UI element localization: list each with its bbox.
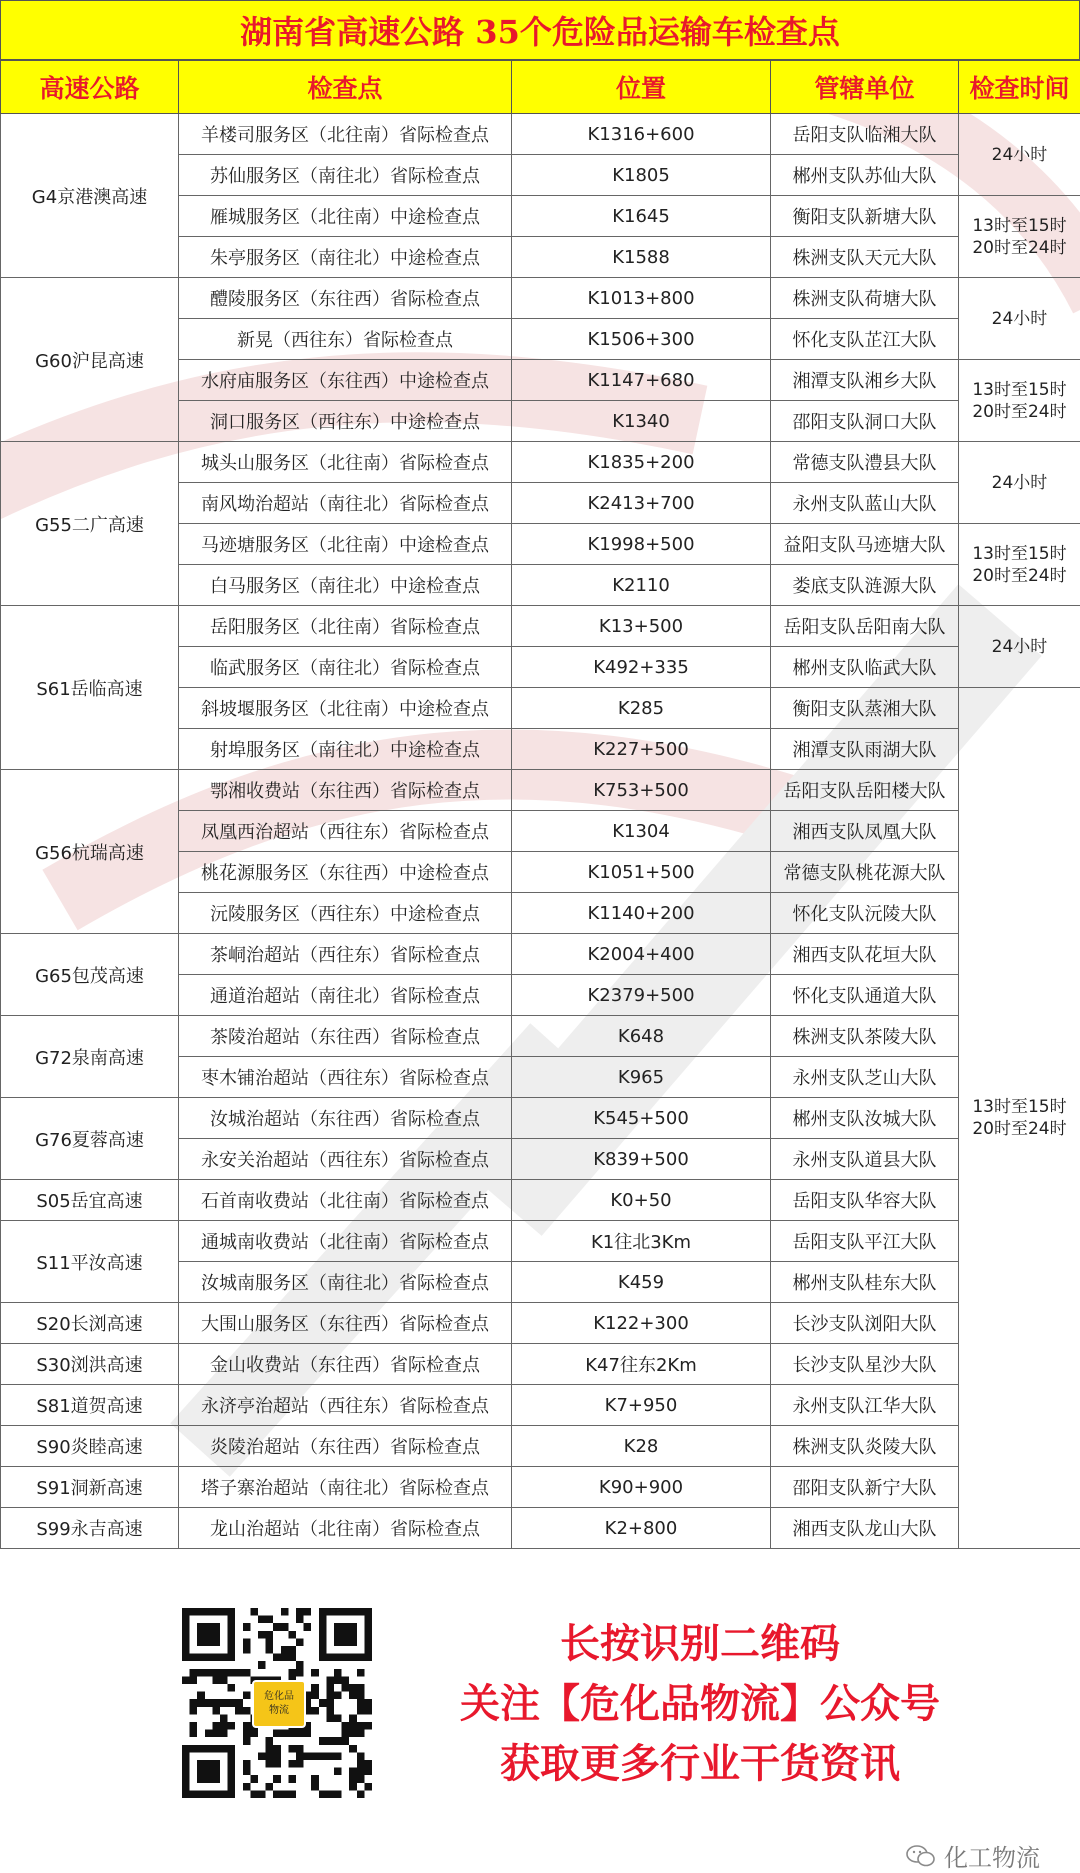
qr-badge-line1: 危化品 [264, 1691, 294, 1702]
cell-road: G60沪昆高速 [1, 278, 179, 442]
cell-checkpoint: 永安关治超站（西往东）省际检查点 [179, 1139, 512, 1180]
cell-checkpoint: 醴陵服务区（东往西）省际检查点 [179, 278, 512, 319]
cell-location: K459 [512, 1262, 771, 1303]
cell-location: K0+50 [512, 1180, 771, 1221]
cell-unit: 株洲支队天元大队 [771, 237, 959, 278]
table-row [1, 606, 1080, 647]
cell-road: G72泉南高速 [1, 1016, 179, 1098]
cell-road: S91洞新高速 [1, 1467, 179, 1508]
cell-unit: 郴州支队临武大队 [771, 647, 959, 688]
cell-location: K1835+200 [512, 442, 771, 483]
table-row [1, 1426, 1080, 1467]
table-row [1, 1098, 1080, 1139]
cell-road: S11平汝高速 [1, 1221, 179, 1303]
page-title: 湖南省高速公路 35个危险品运输车检查点 [0, 0, 1080, 60]
cell-checkpoint: 茶陵治超站（东往西）省际检查点 [179, 1016, 512, 1057]
cell-time: 13时至15时 20时至24时 [959, 688, 1080, 1549]
cell-location: K1340 [512, 401, 771, 442]
cell-location: K1316+600 [512, 114, 771, 155]
brand-name: 化工物流 [944, 1844, 1040, 1872]
cell-road: G65包茂高速 [1, 934, 179, 1016]
cell-checkpoint: 汝城治超站（东往西）省际检查点 [179, 1098, 512, 1139]
table-row [1, 442, 1080, 483]
header-road: 高速公路 [1, 61, 179, 114]
cell-unit: 怀化支队芷江大队 [771, 319, 959, 360]
cell-location: K2413+700 [512, 483, 771, 524]
cell-road: G56杭瑞高速 [1, 770, 179, 934]
cell-time: 24小时 [959, 606, 1080, 688]
cell-checkpoint: 新晃（西往东）省际检查点 [179, 319, 512, 360]
checkpoint-table [0, 60, 1080, 1549]
cell-road: S20长浏高速 [1, 1303, 179, 1344]
cell-time: 24小时 [959, 114, 1080, 196]
cell-time: 13时至15时 20时至24时 [959, 524, 1080, 606]
cell-location: K2379+500 [512, 975, 771, 1016]
cell-checkpoint: 桃花源服务区（东往西）中途检查点 [179, 852, 512, 893]
table-row [1, 1303, 1080, 1344]
cell-unit: 湘西支队花垣大队 [771, 934, 959, 975]
cell-unit: 长沙支队浏阳大队 [771, 1303, 959, 1344]
cell-unit: 岳阳支队岳阳楼大队 [771, 770, 959, 811]
cell-location: K2004+400 [512, 934, 771, 975]
cell-location: K1140+200 [512, 893, 771, 934]
cell-location: K47往东2Km [512, 1344, 771, 1385]
cell-unit: 株洲支队荷塘大队 [771, 278, 959, 319]
cell-time: 24小时 [959, 278, 1080, 360]
cell-checkpoint: 枣木铺治超站（西往东）省际检查点 [179, 1057, 512, 1098]
cell-location: K1013+800 [512, 278, 771, 319]
cell-unit: 岳阳支队平江大队 [771, 1221, 959, 1262]
table-row [1, 1221, 1080, 1262]
qr-logo-badge [252, 1680, 306, 1728]
cell-unit: 邵阳支队新宁大队 [771, 1467, 959, 1508]
cell-location: K1147+680 [512, 360, 771, 401]
cell-road: G4京港澳高速 [1, 114, 179, 278]
cell-road: S99永吉高速 [1, 1508, 179, 1549]
table-row [1, 1180, 1080, 1221]
table-row [1, 934, 1080, 975]
cell-checkpoint: 沅陵服务区（西往东）中途检查点 [179, 893, 512, 934]
cell-checkpoint: 金山收费站（东往西）省际检查点 [179, 1344, 512, 1385]
cell-unit: 娄底支队涟源大队 [771, 565, 959, 606]
cell-unit: 岳阳支队华容大队 [771, 1180, 959, 1221]
cell-unit: 永州支队道县大队 [771, 1139, 959, 1180]
cell-road: G76夏蓉高速 [1, 1098, 179, 1180]
header-time: 检查时间 [959, 61, 1080, 114]
cell-unit: 怀化支队通道大队 [771, 975, 959, 1016]
cell-road: S81道贺高速 [1, 1385, 179, 1426]
cell-checkpoint: 南风坳治超站（南往北）省际检查点 [179, 483, 512, 524]
cell-location: K2110 [512, 565, 771, 606]
cell-checkpoint: 临武服务区（南往北）省际检查点 [179, 647, 512, 688]
header-location: 位置 [512, 61, 771, 114]
cell-location: K1051+500 [512, 852, 771, 893]
table-body [1, 114, 1080, 1549]
cell-unit: 衡阳支队蒸湘大队 [771, 688, 959, 729]
cell-road: G55二广高速 [1, 442, 179, 606]
cell-road: S61岳临高速 [1, 606, 179, 770]
cell-checkpoint: 羊楼司服务区（北往南）省际检查点 [179, 114, 512, 155]
cell-location: K1588 [512, 237, 771, 278]
cell-unit: 郴州支队汝城大队 [771, 1098, 959, 1139]
cell-unit: 湘西支队凤凰大队 [771, 811, 959, 852]
cell-unit: 永州支队江华大队 [771, 1385, 959, 1426]
cell-checkpoint: 茶峒治超站（西往东）省际检查点 [179, 934, 512, 975]
cell-location: K648 [512, 1016, 771, 1057]
cell-unit: 衡阳支队新塘大队 [771, 196, 959, 237]
cell-road: S90炎睦高速 [1, 1426, 179, 1467]
cell-checkpoint: 洞口服务区（西往东）中途检查点 [179, 401, 512, 442]
cell-location: K839+500 [512, 1139, 771, 1180]
table-row [1, 278, 1080, 319]
table-row [1, 1467, 1080, 1508]
cell-unit: 郴州支队苏仙大队 [771, 155, 959, 196]
cell-location: K492+335 [512, 647, 771, 688]
promo-line-1: 长按识别二维码 [560, 1621, 840, 1667]
cell-unit: 邵阳支队洞口大队 [771, 401, 959, 442]
cell-checkpoint: 塔子寨治超站（南往北）省际检查点 [179, 1467, 512, 1508]
cell-checkpoint: 通道治超站（南往北）省际检查点 [179, 975, 512, 1016]
cell-checkpoint: 白马服务区（南往北）中途检查点 [179, 565, 512, 606]
cell-location: K7+950 [512, 1385, 771, 1426]
cell-location: K545+500 [512, 1098, 771, 1139]
cell-location: K2+800 [512, 1508, 771, 1549]
cell-checkpoint: 汝城南服务区（南往北）省际检查点 [179, 1262, 512, 1303]
cell-location: K285 [512, 688, 771, 729]
cell-checkpoint: 通城南收费站（北往南）省际检查点 [179, 1221, 512, 1262]
cell-unit: 郴州支队桂东大队 [771, 1262, 959, 1303]
cell-unit: 益阳支队马迹塘大队 [771, 524, 959, 565]
cell-checkpoint: 水府庙服务区（东往西）中途检查点 [179, 360, 512, 401]
table-row [1, 1508, 1080, 1549]
table-row [1, 1344, 1080, 1385]
cell-time: 13时至15时 20时至24时 [959, 196, 1080, 278]
cell-location: K1645 [512, 196, 771, 237]
cell-road: S30浏洪高速 [1, 1344, 179, 1385]
cell-unit: 湘西支队龙山大队 [771, 1508, 959, 1549]
cell-location: K753+500 [512, 770, 771, 811]
cell-checkpoint: 炎陵治超站（东往西）省际检查点 [179, 1426, 512, 1467]
table-row [1, 1016, 1080, 1057]
cell-unit: 岳阳支队临湘大队 [771, 114, 959, 155]
table-row [1, 770, 1080, 811]
cell-location: K965 [512, 1057, 771, 1098]
promo-line-2: 关注【危化品物流】公众号 [460, 1681, 940, 1727]
cell-location: K1506+300 [512, 319, 771, 360]
cell-checkpoint: 雁城服务区（北往南）中途检查点 [179, 196, 512, 237]
cell-checkpoint: 龙山治超站（北往南）省际检查点 [179, 1508, 512, 1549]
cell-unit: 株洲支队茶陵大队 [771, 1016, 959, 1057]
table-row [1, 1385, 1080, 1426]
cell-unit: 常德支队桃花源大队 [771, 852, 959, 893]
cell-road: S05岳宜高速 [1, 1180, 179, 1221]
cell-checkpoint: 斜坡堰服务区（北往南）中途检查点 [179, 688, 512, 729]
cell-time: 13时至15时 20时至24时 [959, 360, 1080, 442]
cell-unit: 岳阳支队岳阳南大队 [771, 606, 959, 647]
cell-checkpoint: 射埠服务区（南往北）中途检查点 [179, 729, 512, 770]
cell-location: K122+300 [512, 1303, 771, 1344]
qr-badge-line2: 物流 [269, 1705, 289, 1716]
cell-checkpoint: 苏仙服务区（南往北）省际检查点 [179, 155, 512, 196]
cell-checkpoint: 鄂湘收费站（东往西）省际检查点 [179, 770, 512, 811]
cell-unit: 长沙支队星沙大队 [771, 1344, 959, 1385]
cell-unit: 永州支队芝山大队 [771, 1057, 959, 1098]
cell-unit: 湘潭支队雨湖大队 [771, 729, 959, 770]
cell-location: K1往北3Km [512, 1221, 771, 1262]
cell-checkpoint: 岳阳服务区（北往南）省际检查点 [179, 606, 512, 647]
cell-location: K227+500 [512, 729, 771, 770]
cell-unit: 株洲支队炎陵大队 [771, 1426, 959, 1467]
cell-location: K90+900 [512, 1467, 771, 1508]
header-unit: 管辖单位 [771, 61, 959, 114]
cell-unit: 湘潭支队湘乡大队 [771, 360, 959, 401]
cell-checkpoint: 城头山服务区（北往南）省际检查点 [179, 442, 512, 483]
cell-location: K1304 [512, 811, 771, 852]
cell-checkpoint: 马迹塘服务区（北往南）中途检查点 [179, 524, 512, 565]
table-header-row [1, 61, 1080, 114]
cell-checkpoint: 永济亭治超站（西往东）省际检查点 [179, 1385, 512, 1426]
promo-line-3: 获取更多行业干货资讯 [500, 1741, 900, 1787]
wechat-icon [906, 1845, 936, 1867]
brand-footer [906, 1838, 1040, 1873]
header-checkpoint: 检查点 [179, 61, 512, 114]
cell-checkpoint: 石首南收费站（北往南）省际检查点 [179, 1180, 512, 1221]
cell-location: K13+500 [512, 606, 771, 647]
cell-unit: 怀化支队沅陵大队 [771, 893, 959, 934]
cell-location: K1998+500 [512, 524, 771, 565]
cell-checkpoint: 朱亭服务区（南往北）中途检查点 [179, 237, 512, 278]
cell-checkpoint: 凤凰西治超站（西往东）省际检查点 [179, 811, 512, 852]
cell-location: K1805 [512, 155, 771, 196]
cell-unit: 永州支队蓝山大队 [771, 483, 959, 524]
cell-location: K28 [512, 1426, 771, 1467]
cell-checkpoint: 大围山服务区（东往西）省际检查点 [179, 1303, 512, 1344]
cell-unit: 常德支队澧县大队 [771, 442, 959, 483]
table-row [1, 114, 1080, 155]
cell-time: 24小时 [959, 442, 1080, 524]
